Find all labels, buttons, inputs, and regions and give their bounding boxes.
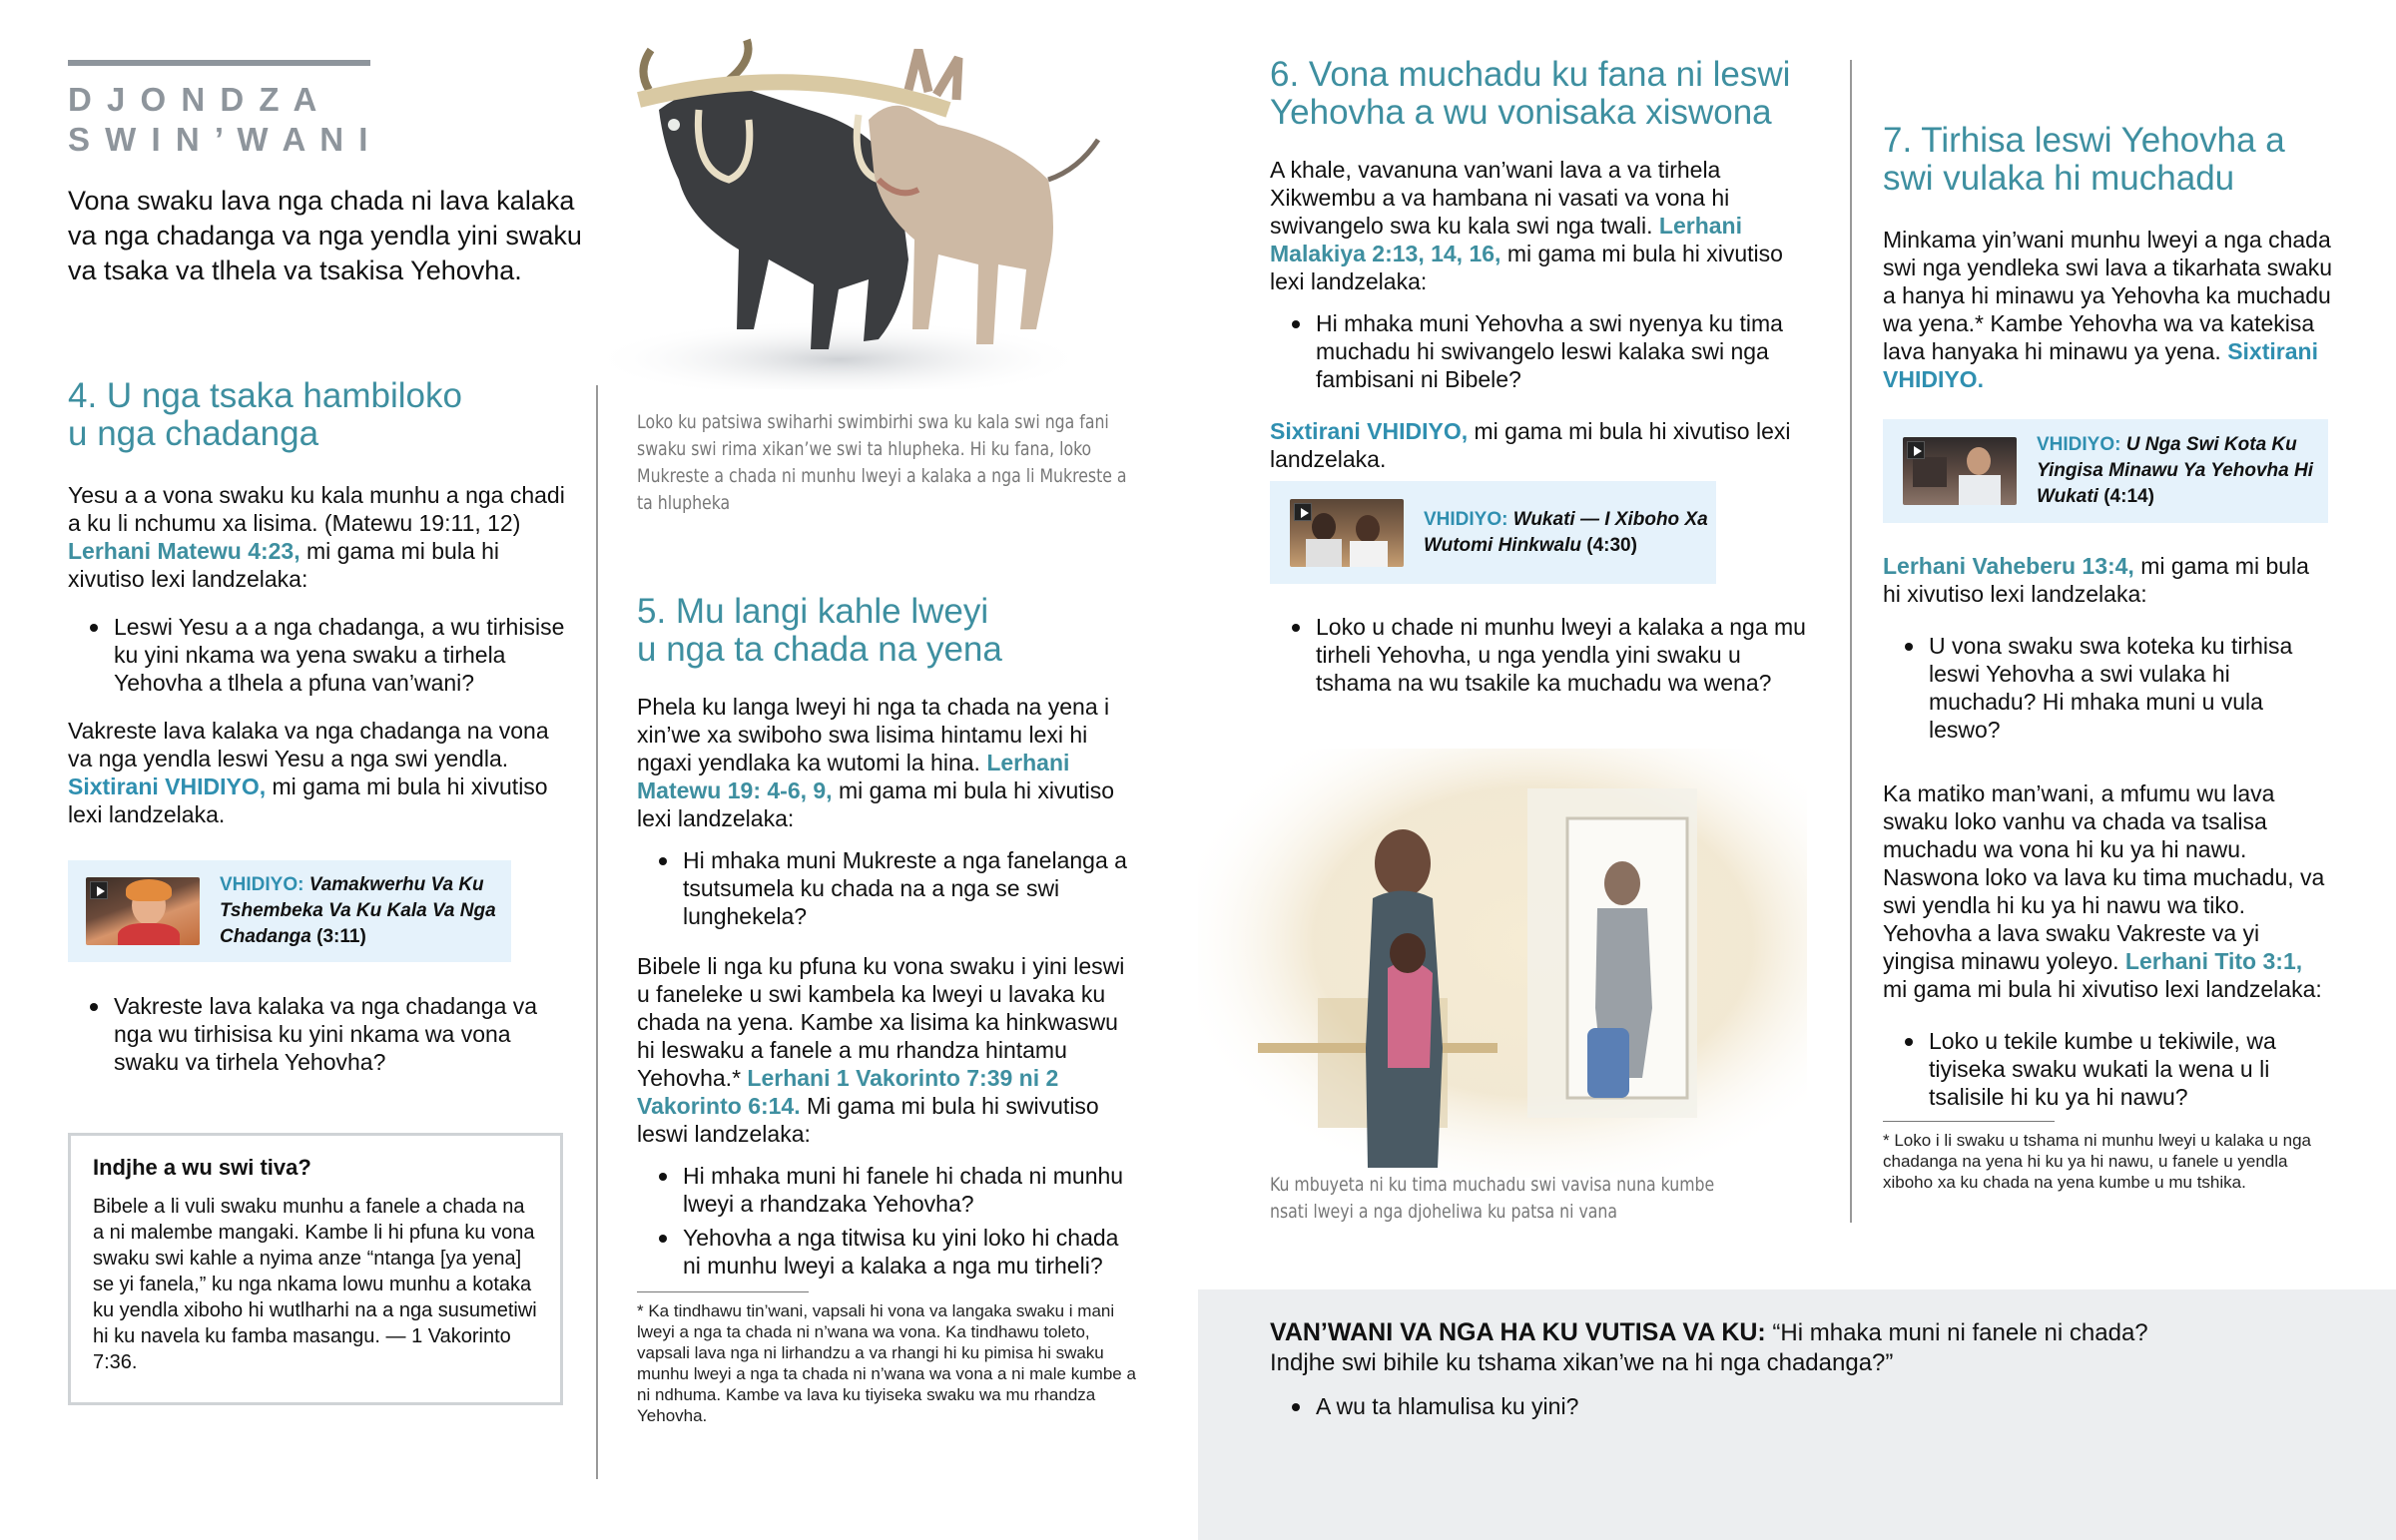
question-item: Leswi Yesu a a nga chadanga, a wu tirhisise ku yini nkama wa yena swaku a tirhela Yehovha a tlhela a pfuna van’wani? xyxy=(68,613,567,697)
section-6-heading: 6. Vona muchadu ku fana ni leswi Yehovha a wu vonisaka xiswona xyxy=(1270,55,1791,132)
section-6-para-2: Sixtirani VHIDIYO, mi gama mi bula hi xivutiso lexi landzelaka. xyxy=(1270,418,1791,472)
box-text: Bibele a li vuli swaku munhu a fanele a chada na a ni malembe mangaki. Kambe li hi pfuna ku vona swaku swi kahle a nyima anze “ntanga [ya yena] se yi fanela,” ku nga nkama lowu munhu a kotaka ku yendla xiboho hi wutlharhi na a nga susumetiwi hi ku navela ku famba masangu. — 1 Vakorinto 7:36. xyxy=(93,1196,537,1373)
question-item: Yehovha a nga titwisa ku yini loko hi chada ni munhu lweyi a kalaka a nga mu tirheli? xyxy=(637,1224,1136,1280)
question-item: Hi mhaka muni Yehovha a swi nyenya ku tima muchadu hi swivangelo leswi kalaka swi nga fambisani ni Bibele? xyxy=(1270,309,1815,393)
question-item: Loko u tekile kumbe u tekiwile, wa tiyiseka swaku wukati la wena u li tsalisile hi ku ya hi nawu? xyxy=(1883,1027,2332,1111)
video-text: VHIDIYO: U Nga Swi Kota Ku Yingisa Minawu Ya Yehovha Hi Wukati (4:14) xyxy=(2037,434,2313,507)
scripture-link[interactable]: Lerhani Matewu 4:23, xyxy=(68,538,300,564)
oxen-illustration xyxy=(579,30,1118,389)
play-icon xyxy=(1294,503,1312,521)
footnote-rule xyxy=(637,1291,809,1292)
section-4-para-2: Vakreste lava kalaka va nga chadanga na vona va nga yendla leswi Yesu a nga swi yendla. Sixtirani VHIDIYO, mi gama mi bula hi xivutiso lexi landzelaka. xyxy=(68,718,549,827)
discussion-panel xyxy=(1198,1289,2396,1540)
box-title: Indjhe a wu swi tiva? xyxy=(93,1155,311,1180)
column-divider xyxy=(596,385,598,1479)
discussion-quote: VAN’WANI VA NGA HA KU VUTISA VA KU: “Hi mhaka muni ni fanele ni chada? Indjhe swi bihile ku tshama xikan’we na hi nga chadanga?” xyxy=(1270,1318,2148,1376)
video-text: VHIDIYO: Vamakwerhu Va Ku Tshembeka Va Ku Kala Va Nga Chadanga (3:11) xyxy=(220,874,496,947)
video-thumbnail xyxy=(1290,499,1404,567)
video-thumbnail xyxy=(1903,437,2017,505)
video-link[interactable]: Sixtirani VHIDIYO. xyxy=(1883,338,2318,392)
question-item: Vakreste lava kalaka va nga chadanga va nga wu tirhisisa ku yini nkama wa vona swaku va tirhela Yehovha? xyxy=(68,992,547,1076)
section-6 xyxy=(1270,56,1815,473)
section-7-para-2: Lerhani Vaheberu 13:4, mi gama mi bula hi xivutiso lexi landzelaka: xyxy=(1883,553,2309,607)
did-you-know-box xyxy=(68,1133,563,1405)
column-divider xyxy=(1850,60,1852,1223)
section-4-heading: 4. U nga tsaka hambiloko u nga chadanga xyxy=(68,376,462,453)
video-text: VHIDIYO: Wukati — I Xiboho Xa Wutomi Hinkwalu (4:30) xyxy=(1424,508,1708,556)
question-item: Loko u chade ni munhu lweyi a kalaka a nga mu tirheli Yehovha, u nga yendla yini swaku u tshama na wu tsakile ka muchadu wa wena? xyxy=(1270,613,1815,697)
question-item: A wu ta hlamulisa ku yini? xyxy=(1270,1392,2324,1420)
section-6-para-1: A khale, vavanuna van’wani lava a va tirhela Xikwembu a va hambana ni vasati va vona hi swivangelo swa ku kala swi nga twali. Lerhani Malakiya 2:13, 14, 16, mi gama mi bula hi xivutiso lexi landzelaka: xyxy=(1270,157,1783,294)
footnote-rule xyxy=(1883,1121,2055,1122)
scripture-link[interactable]: Lerhani Malakiya 2:13, 14, 16, xyxy=(1270,213,1742,266)
section-5-para-2: Bibele li nga ku pfuna ku vona swaku i yini leswi u faneleke u swi kambela ka lweyi u lavaka ku chada na yena. Kambe xa lisima ka hinkwaswu hi leswaku a fanele a mu rhandza hintamu Yehovha.* Lerhani 1 Vakorinto 7:39 ni 2 Vakorinto 6:14. Mi gama mi bula hi swivutiso leswi landzelaka: xyxy=(637,953,1125,1147)
discussion-label: VAN’WANI VA NGA HA KU VUTISA VA KU: xyxy=(1270,1318,1766,1346)
scripture-link[interactable]: Lerhani Tito 3:1, xyxy=(2124,948,2303,974)
section-7 xyxy=(1883,122,2332,393)
video-card-laws[interactable] xyxy=(1883,419,2328,523)
footnote: * Ka tindhawu tin’wani, vapsali hi vona va langaka swaku i mani lweyi a nga ta chada ni n’wana wa vona. Ka tindhawu toleto, vapsali lava nga ni lirhandzu a va rhangi hi ku pimisa hi swaku munhu lweyi a nga ta chada ni n’wana wa vona a ni male kumbe a ni ndhuma. Kambe va lava ku tiyiseka swaku wa mu rhandza Yehovha. xyxy=(637,1301,1136,1425)
section-4 xyxy=(68,377,567,828)
scripture-link[interactable]: Lerhani 1 Vakorinto 7:39 ni 2 Vakorinto 6:14. xyxy=(637,1065,1059,1119)
video-card-marriage[interactable] xyxy=(1270,481,1716,584)
section-7-heading: 7. Tirhisa leswi Yehovha a swi vulaka hi muchadu xyxy=(1883,121,2285,198)
video-card-faithful-singles[interactable] xyxy=(68,860,511,962)
play-icon xyxy=(1907,441,1925,459)
family-illustration xyxy=(1198,749,1807,1178)
scripture-link[interactable]: Lerhani Vaheberu 13:4, xyxy=(1883,553,2134,579)
section-4-para-1: Yesu a a vona swaku ku kala munhu a nga chadi a ku li nchumu xa lisima. (Matewu 19:11, 12) Lerhani Matewu 4:23, mi gama mi bula hi xivutiso lexi landzelaka: xyxy=(68,482,565,592)
page-title: D J O N D Z A S W I N ’ W A N I xyxy=(68,81,371,158)
header-rule xyxy=(68,60,370,66)
question-item: U vona swaku swa koteka ku tirhisa leswi Yehovha a swi vulaka hi muchadu? Hi mhaka muni u vula leswo? xyxy=(1883,632,2332,744)
question-item: Hi mhaka muni hi fanele hi chada ni munhu lweyi a rhandzaka Yehovha? xyxy=(637,1162,1136,1218)
image-caption: Loko ku patsiwa swiharhi swimbirhi swa ku kala swi nga fani swaku swi rima xikan’we swi ta hlupheka. Hi ku fana, loko Mukreste a chada ni munhu lweyi a kalaka a nga li Mukreste a ta hlupheka xyxy=(637,411,1127,514)
video-link[interactable]: Sixtirani VHIDIYO, xyxy=(1270,418,1469,444)
section-7-para-3: Ka matiko man’wani, a mfumu wu lava swaku loko vanhu va chada va tsalisa muchadu wa vona hi ku ya hi nawu. Naswona loko va lava ku tima muchadu, va swi yendla hi ku ya hi nawu wa tiko. Yehovha a lava swaku Vakreste va yi yingisa minawu yoleyo. Lerhani Tito 3:1, mi gama mi bula hi xivutiso lexi landzelaka: xyxy=(1883,780,2325,1002)
question-item: Hi mhaka muni Mukreste a nga fanelanga a tsutsumela ku chada na a nga se swi lunghekela? xyxy=(637,846,1136,930)
image-caption: Ku mbuyeta ni ku tima muchadu swi vavisa nuna kumbe nsati lweyi a nga djoheliwa ku patsa ni vana xyxy=(1270,1174,1715,1223)
play-icon xyxy=(90,881,108,899)
section-7-para-1: Minkama yin’wani munhu lweyi a nga chada swi nga yendleka swi lava a tikarhata swaku a hanya hi minawu ya Yehovha ka muchadu wa yena.* Kambe Yehovha wa va katekisa lava hanyaka hi minawu ya yena. Sixtirani VHIDIYO. xyxy=(1883,227,2333,392)
section-5-para-1: Phela ku langa lweyi hi nga ta chada na yena i xin’we xa swiboho swa lisima hintamu lexi hi ngaxi yendlaka ka wutomi la hina. Lerhani Matewu 19: 4-6, 9, mi gama mi bula hi xivutiso lexi landzelaka: xyxy=(637,694,1115,831)
video-link[interactable]: Sixtirani VHIDIYO, xyxy=(68,773,267,799)
section-5 xyxy=(637,409,1136,1426)
footnote: * Loko i li swaku u tshama ni munhu lweyi u kalaka u nga chadanga na yena hi ku ya hi nawu, u fanele u yendla xiboho xa ku chada na yena kumbe u mu tshika. xyxy=(1883,1131,2312,1192)
scripture-link[interactable]: Lerhani Matewu 19: 4-6, 9, xyxy=(637,750,1070,803)
video-thumbnail xyxy=(86,877,200,945)
intro-text: Vona swaku lava nga chada ni lava kalaka va nga chadanga va nga yendla yini swaku va tsaka va tlhela va tsakisa Yehovha. xyxy=(68,186,582,285)
section-5-heading: 5. Mu langi kahle lweyi u nga ta chada na yena xyxy=(637,592,1002,669)
